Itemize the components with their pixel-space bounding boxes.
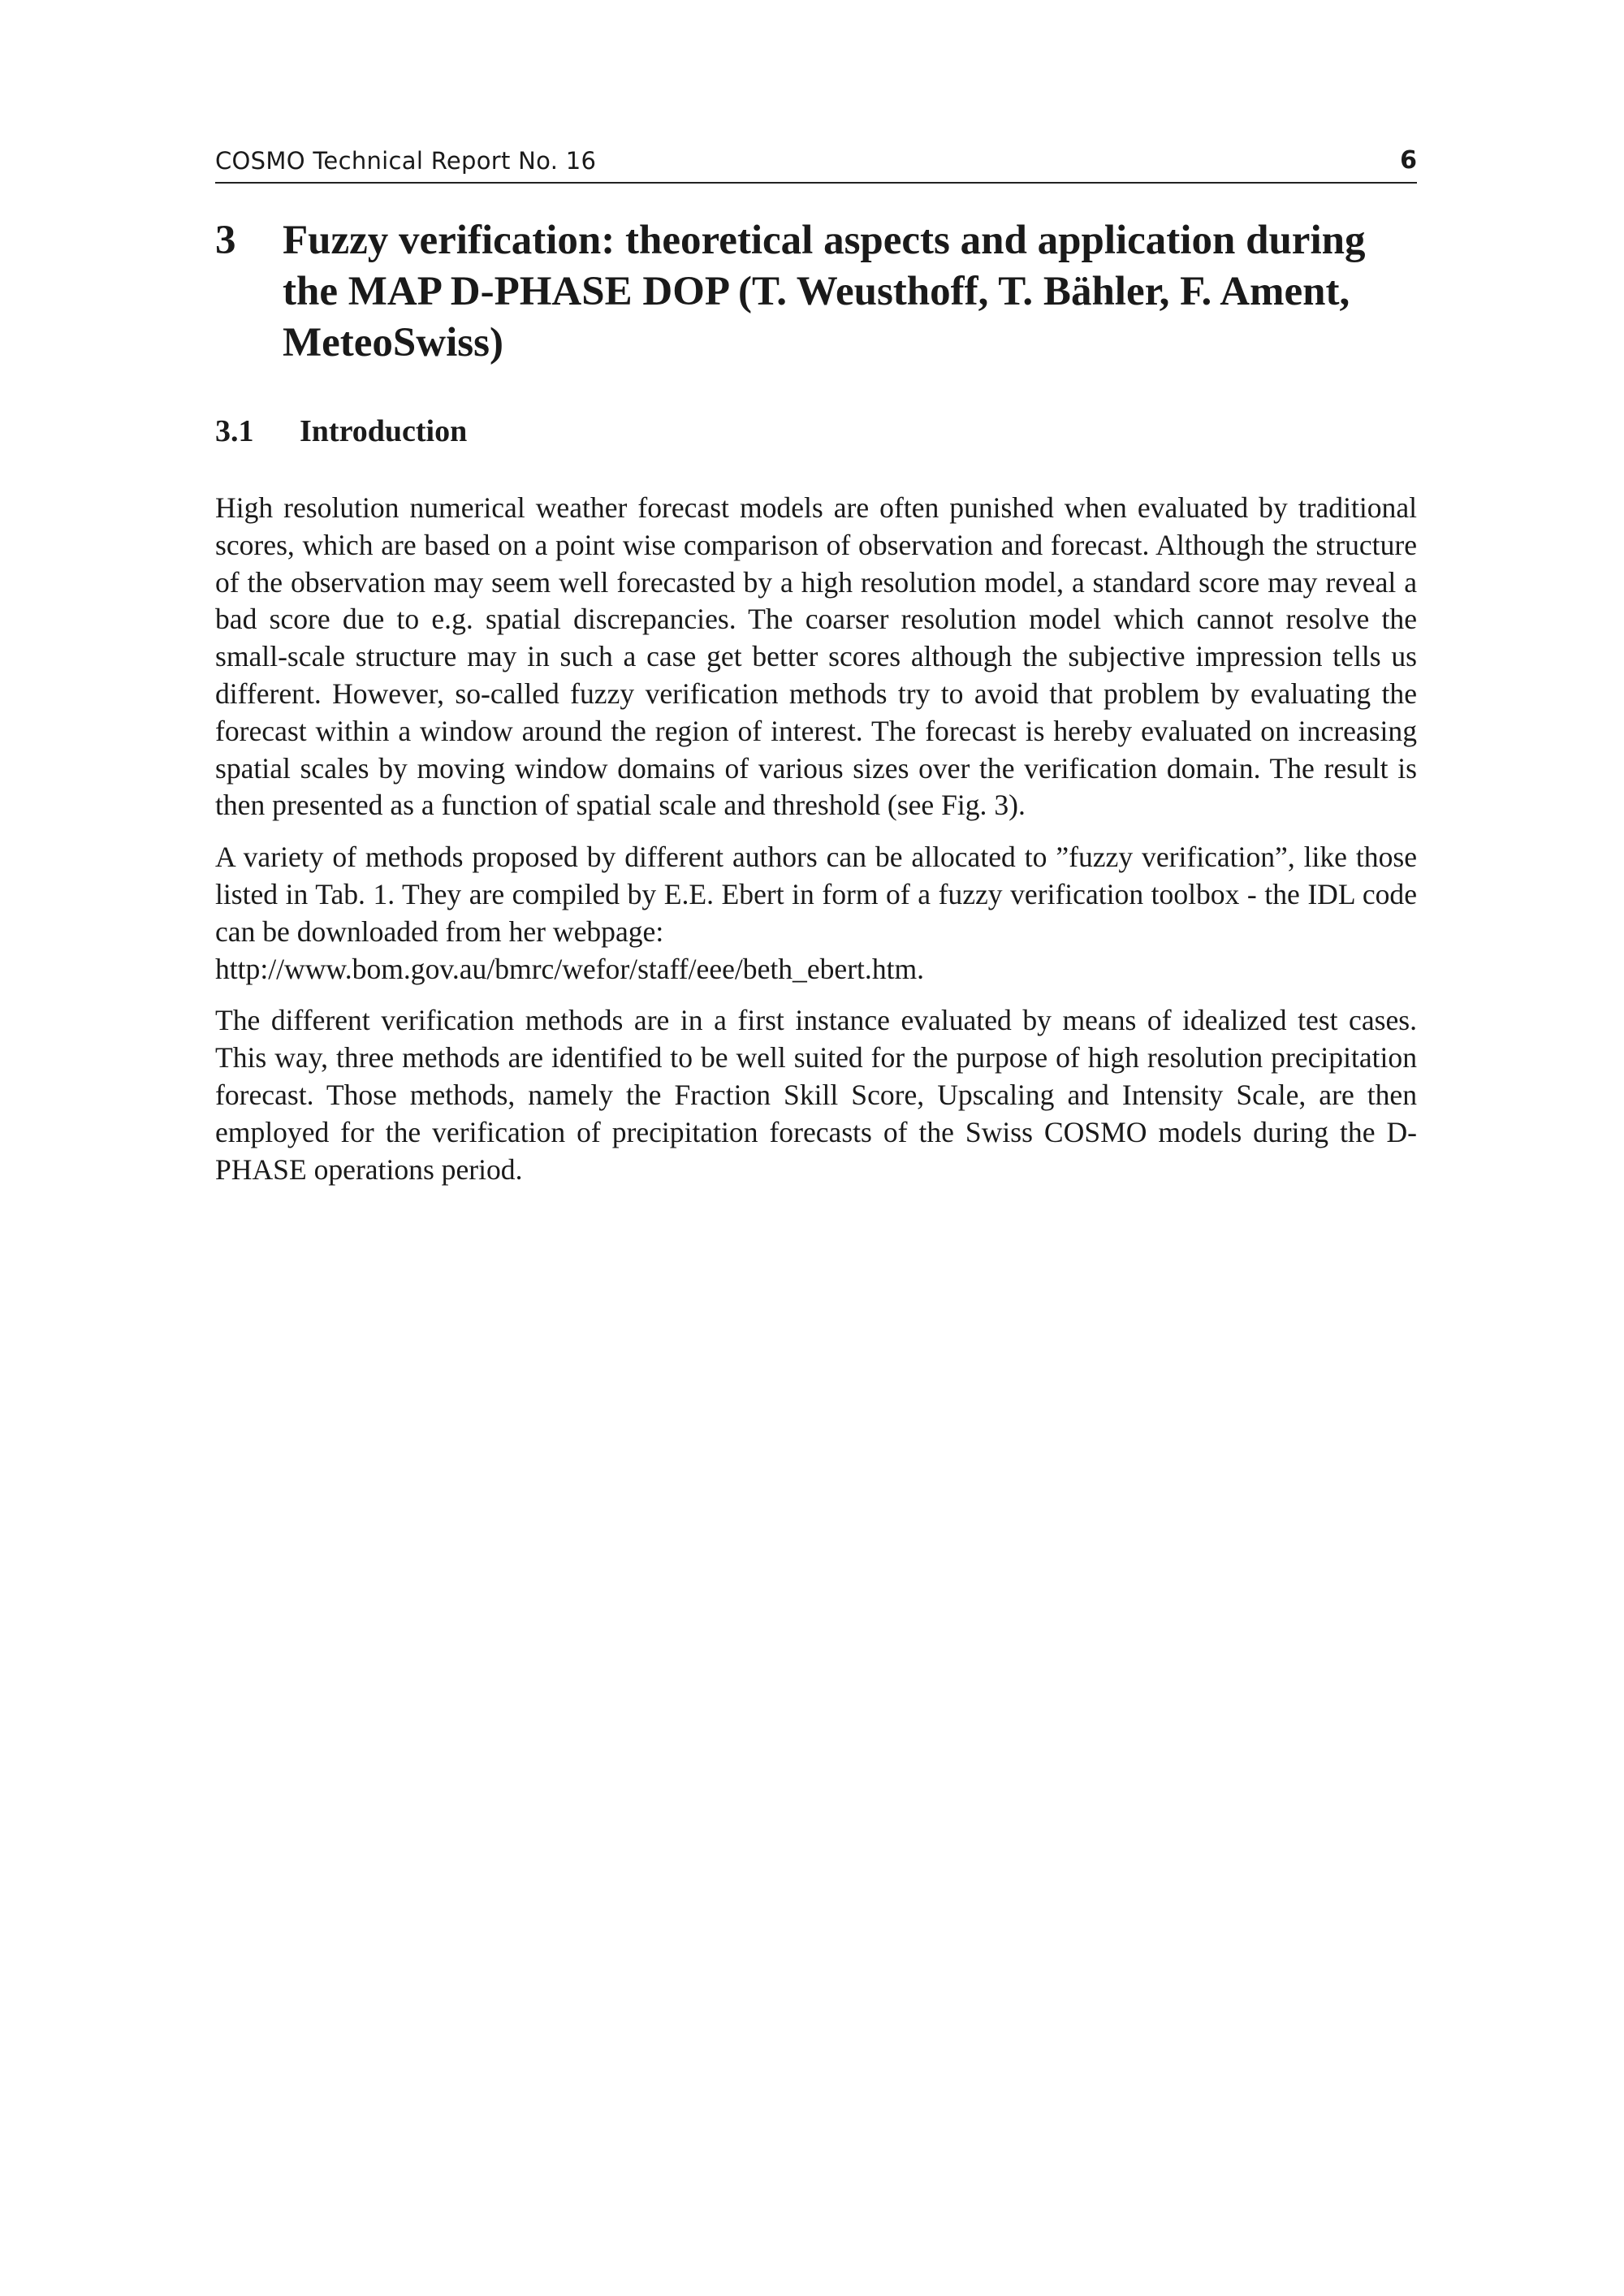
paragraph-2	[215, 839, 1417, 988]
paragraph-1: High resolution numerical weather forecast models are often punished when evaluated by traditional scores, which are based on a point wise comparison of observation and forecast. Although the structure of the observation may seem well forecasted by a high resolution model, a standard score may reveal a bad score due to e.g. spatial discrepancies. The coarser resolution model which cannot resolve the small-scale structure may in such a case get better scores although the subjective impression tells us different. However, so-called fuzzy verification methods try to avoid that problem by evaluating the forecast within a window around the region of interest. The forecast is hereby evaluated on increasing spatial scales by moving window domains of various sizes over the verification domain. The result is then presented as a function of spatial scale and threshold (see Fig. 3).	[215, 491, 1417, 822]
section-heading	[215, 215, 1417, 369]
webpage-url: http://www.bom.gov.au/bmrc/wefor/staff/eee/beth_ebert.htm.	[215, 952, 925, 985]
subsection-heading	[215, 412, 467, 451]
paragraph-2-text: A variety of methods proposed by different authors can be allocated to ”fuzzy verification”, like those listed in Tab. 1. They are compiled by E.E. Ebert in form of a fuzzy verification toolbox - the IDL code can be downloaded from her webpage:	[215, 841, 1417, 948]
report-title: COSMO Technical Report No. 16	[215, 147, 597, 175]
subsection-number: 3.1	[215, 414, 254, 448]
page-number: 6	[1400, 146, 1417, 175]
subsection-title: Introduction	[300, 414, 468, 448]
paragraph-3: The different verification methods are in a first instance evaluated by means of idealized test cases. This way, three methods are identified to be well suited for the purpose of high resolution precipitation forecast. Those methods, namely the Fraction Skill Score, Upscaling and Intensity Scale, are then employed for the verification of precipitation forecasts of the Swiss COSMO models during the D-PHASE operations period.	[215, 1004, 1417, 1186]
running-header	[215, 146, 1417, 184]
section-title: Fuzzy verification: theoretical aspects and application during the MAP D-PHASE DOP (T. Weusthoff, T. Bähler, F. Ament, MeteoSwiss)	[283, 218, 1366, 365]
body-text	[215, 490, 1417, 1203]
section-number: 3	[215, 218, 236, 263]
